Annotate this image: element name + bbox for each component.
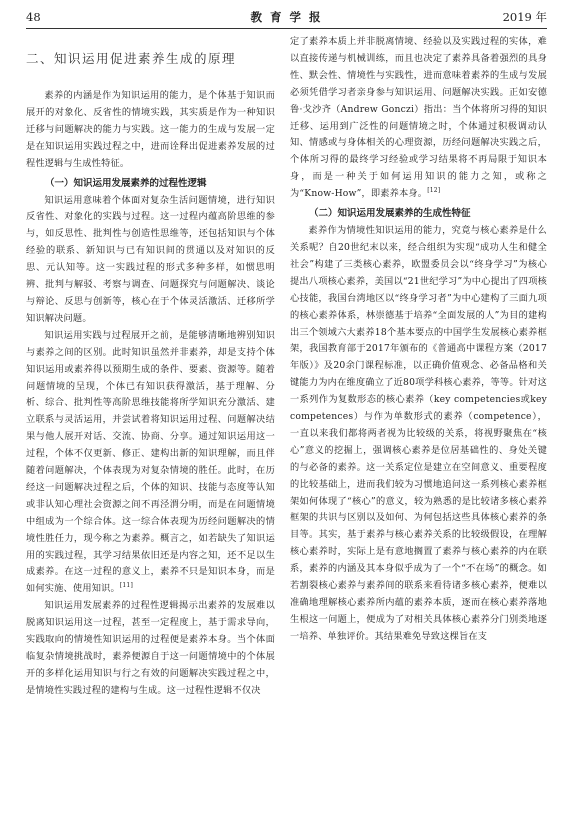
left-column (26, 32, 275, 835)
paragraph-continued-text: 定了素养本质上并非脱离情境、经验以及实践过程的实体，难以直接传递与机械训练，而且也决定了素养具备着强烈的具身性、默会性、情境性与实践性，进而意味着素养的生成与发展必须凭借学习者亲身参与知识运用、问题解决实践。正如安德鲁·戈沙齐（Andrew Gonczi）指出：当个体将所习得的知识迁移、运用到广泛性的问题情境之时，个体通过积极调动认知、情感或与身体相关的心理资源，历经问题解决实践之后，个体所习得的最终学习经验或学习结果将不再局限于知识本身，而是一种关于如何运用知识的能力之知，或称之为“Know-How”，即素养本身。 (290, 36, 547, 200)
paragraph-process-1: 知识运用意味着个体面对复杂生活问题情境，进行知识反省性、对象化的实践与过程。这一过程内蕴高阶思维的参与，如反思性、批判性与创造性思维等，还包括知识与个体经验的联系、新知识与已有知识间的贯通以及对知识的反思、元认知等。这一实践过程的形式多种多样，如惯思明辨、批判与解驳、考察与调查、问题探究与问题解决、谈论与辩论、反思与创新等，核心在于个体灵活激活、迁移所学知识解决问题。 (26, 194, 275, 324)
right-column (290, 34, 547, 837)
publication-year: 2019 年 (502, 10, 547, 24)
citation-ref-11[interactable]: [11] (119, 582, 133, 590)
paragraph-process-2 (26, 328, 275, 599)
paragraph-continued (290, 34, 547, 203)
subsection-title-2: （二）知识运用发展素养的生成性特征 (309, 208, 471, 220)
section-title: 二、知识运用促进素养生成的原理 (26, 51, 237, 66)
page-header (26, 6, 547, 29)
subsection-title-1: （一）知识运用发展素养的过程性逻辑 (45, 177, 207, 189)
paragraph-process-3: 知识运用发展素养的过程性逻辑揭示出素养的发展难以脱离知识运用这一过程，甚至一定程度上，基于需求导向，实践取向的情境性知识运用的过程便是素养本身。当个体面临复杂情境挑战时，素养便源自于这一问题情境中的个体展开的多样化运用知识与行之有效的问题解决实践过程之中，是情境性实践过程的建构与生成。这一过程性逻辑不仅决 (26, 600, 275, 696)
citation-ref-12[interactable]: [12] (427, 187, 441, 195)
paragraph-process-2-text: 知识运用实践与过程展开之前，是能够清晰地辨别知识与素养之间的区别。此时知识虽然并非素养，却是支持个体知识运用或素养得以预期生成的条件、要素、资源等。随着问题情境的呈现，个体已有知识获得激活，基于理解、分析、综合、批判性等高阶思维技能将所学知识充分激活、建立联系与灵活运用，并尝试着将知识运用过程、问题解决结果与他人展开对话、交流、协商、分享。通过知识运用这一过程，个体不仅更新、修正、建构出新的知识理解，而且伴随着问题解决，个体表现为对复杂情境的胜任。此时，在历经这一问题解决过程之后，个体的知识、技能与态度等认知或非认知心理社会资源之间不再泾渭分明，而是在问题情境中组成为一个综合体。这一综合体表现为历经问题解决的情境性胜任力，现今称之为素养。概言之，如若缺失了知识运用的实践过程，其学习结果依旧还是内容之知，还不足以生成素养。在这一过程的意义上，素养不只是知识本身，而是如何实施、使用知识。 (26, 329, 275, 595)
page-number: 48 (26, 10, 41, 24)
paragraph-intro: 素养的内涵是作为知识运用的能力，是个体基于知识而展开的对象化、反省性的情境实践，其实质是作为一种知识迁移与问题解决的能力与实践。这一能力的生成与发展一定是在知识运用实践过程之中，进而诠释出促进素养发展的过程性逻辑与生成性特征。 (26, 90, 275, 169)
journal-title: 教 育 学 报 (250, 10, 323, 24)
paragraph-generative: 素养作为情境性知识运用的能力，究竟与核心素养是什么关系呢？自20世纪末以来，经合组织为实现“成功人生和健全社会”构建了三类核心素养，欧盟委员会以“终身学习”为核心提出八项核心素养，美国以“21世纪学习”为中心提出了四项核心技能，我国台湾地区以“终身学习者”为中心建构了三面九项的核心素养体系，林崇德基于培养“全面发展的人”为目的建构出三个领域六大素养18个基本要点的中国学生发展核心素养框架，我国教育部于2017年颁布的《普通高中课程方案（2017年版）》及20余门课程标准，以正确价值观念、必备品格和关键能力为内在维度确立了近80项学科核心素养，等等。针对这一系列作为复数形态的核心素养（key competencies或key competences）与作为单数形式的素养（competence），一直以来我们都将两者视为比较级的关系，将视野聚焦在“核心”意义的挖掘上，强调核心素养是位居基础性的、身处关键的与必备的素养。这一关系定位是建立在空间意义、重要程度的比较基础上，进而我们较为习惯地追问这一系列核心素养框架如何体现了“核心”的意义，较为熟悉的是比较诸多核心素养框架的共识与区别以及如何、为何包括这些具体核心素养的条目等。其实，基于素养与核心素养关系的比较级假设，在理解核心素养时，实际上是有意地搁置了素养与核心素养的内在联系，素养的内涵及其本身似乎成为了一个“不在场”的概念。如若割裂核心素养与素养间的联系来看待诸多核心素养，便难以准确地理解核心素养所内蕴的素养本质，逐而在核心素养落地生根这一问题上，便成为了对相关具体核心素养分门别类地逐一培养、单独评价。其结果难免导致这棵旨在支 (290, 225, 547, 642)
